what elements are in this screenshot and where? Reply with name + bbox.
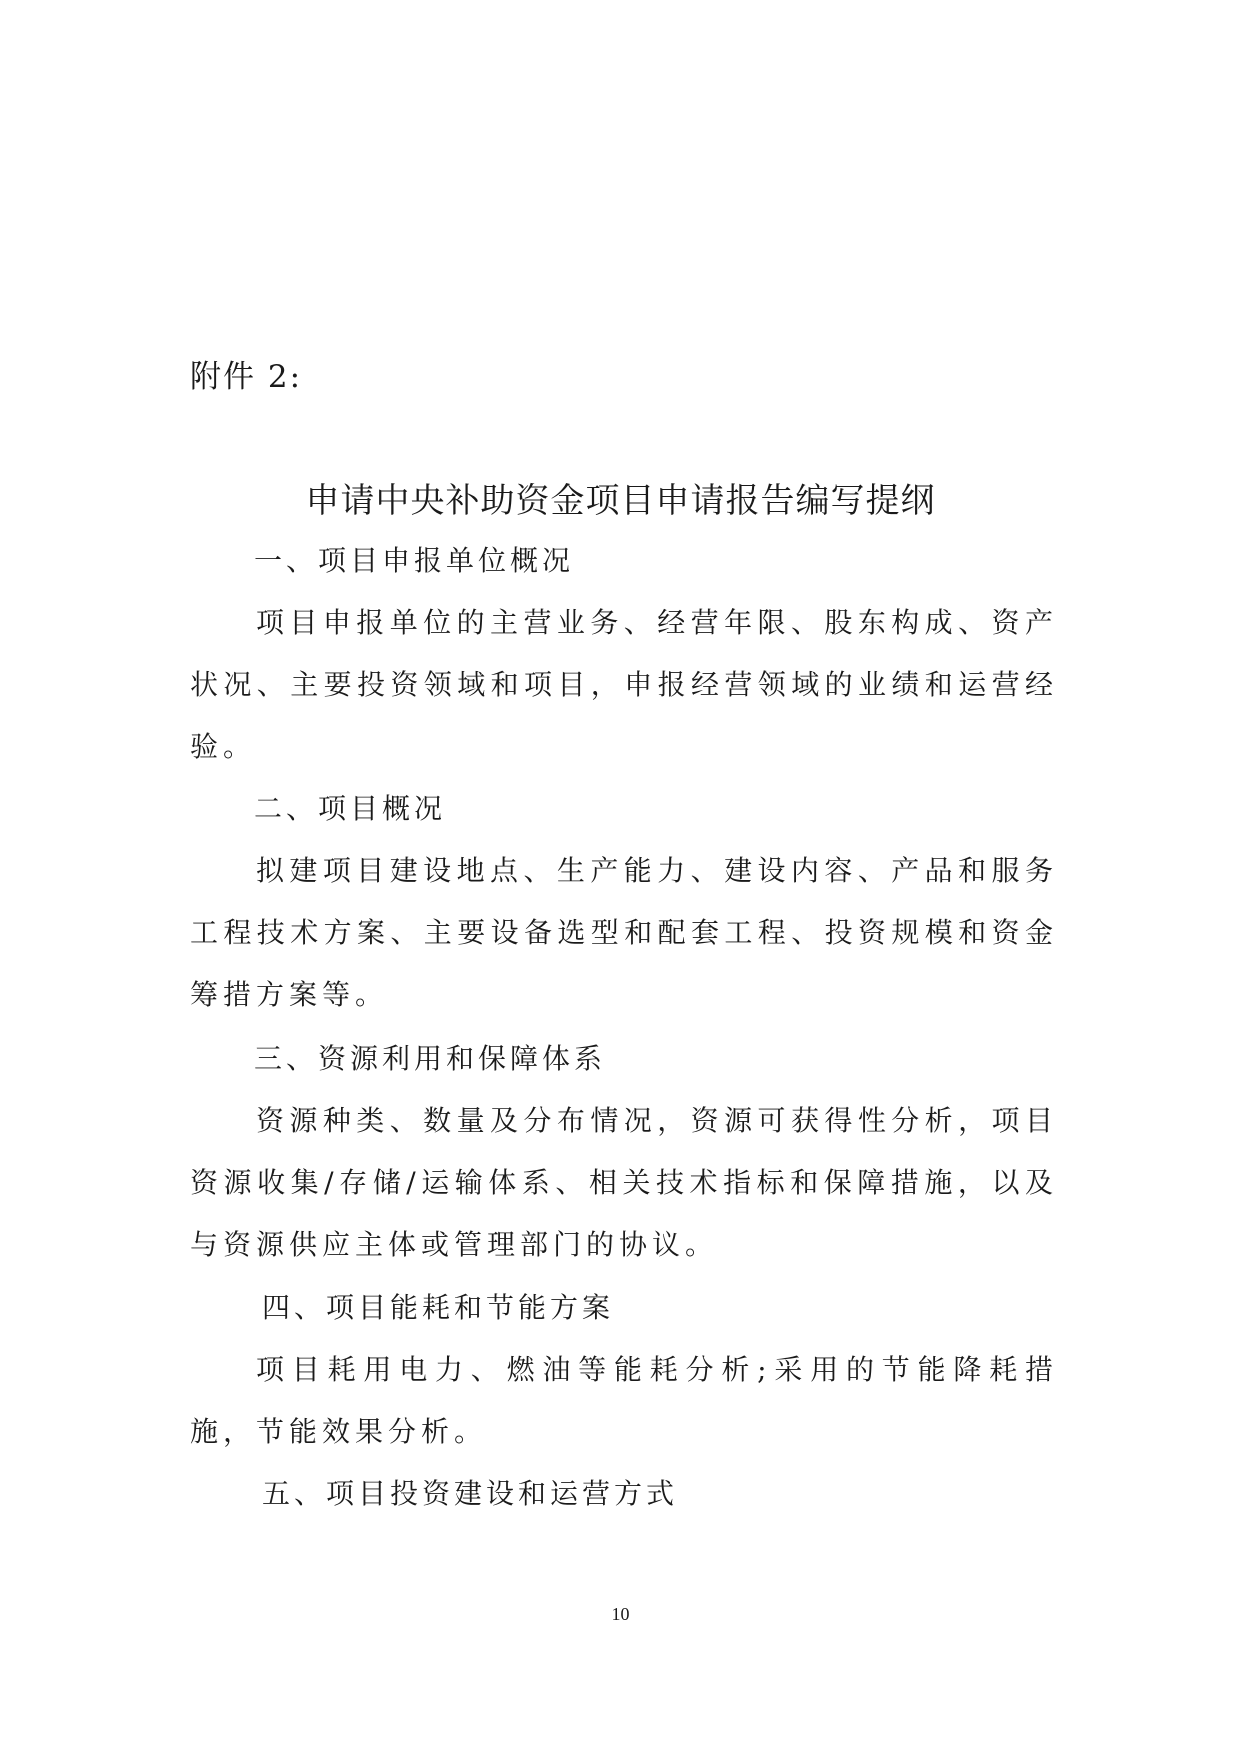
document-title: 申请中央补助资金项目申请报告编写提纲	[305, 481, 936, 521]
section-body-3: 资源种类、数量及分布情况，资源可获得性分析，项目资源收集/存储/运输体系、相关技术指标和保障措施，以及与资源供应主体或管理部门的协议。	[190, 1104, 1058, 1261]
page-number: 10	[611, 1604, 630, 1624]
section-body-4: 项目耗用电力、燃油等能耗分析;采用的节能降耗措施，节能效果分析。	[190, 1353, 1058, 1448]
section-body-1: 项目申报单位的主营业务、经营年限、股东构成、资产状况、主要投资领域和项目，申报经营领域的业绩和运营经验。	[190, 606, 1058, 763]
section-heading-4: 四、项目能耗和节能方案	[262, 1291, 615, 1324]
section-heading-1: 一、项目申报单位概况	[254, 544, 575, 577]
attachment-label: 附件 2:	[190, 359, 303, 395]
section-heading-3: 三、资源利用和保障体系	[254, 1042, 607, 1075]
section-body-2: 拟建项目建设地点、生产能力、建设内容、产品和服务工程技术方案、主要设备选型和配套工程、投资规模和资金筹措方案等。	[190, 854, 1058, 1011]
section-heading-5: 五、项目投资建设和运营方式	[262, 1477, 679, 1510]
section-heading-2: 二、项目概况	[254, 792, 447, 825]
